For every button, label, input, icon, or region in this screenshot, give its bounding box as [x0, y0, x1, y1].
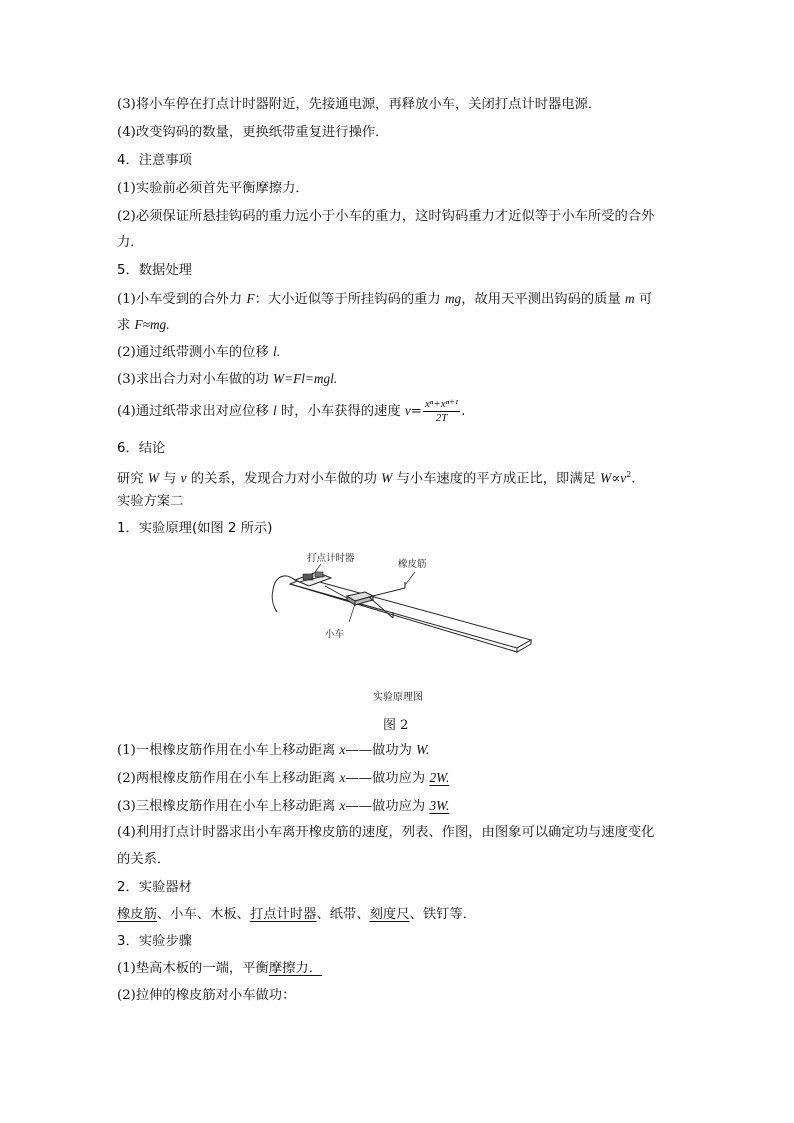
heading-conclusion: 6．结论 [117, 441, 166, 456]
rubber-band [369, 588, 405, 597]
conclusion-text: 研究 W 与 v 的关系，发现合力对小车做的功 W 与小车速度的平方成正比，即满足 $W\propto v^2$. [117, 470, 636, 487]
method-4-cont: 的关系． [117, 852, 171, 867]
note-1: (1)实验前必须首先平衡摩擦力． [117, 181, 309, 196]
leader-band [405, 572, 415, 585]
experiment-diagram [255, 542, 540, 703]
data-2: (2)通过纸带测小车的位移 l. [117, 344, 281, 360]
heading-principle: 1．实验原理(如图 2 所示) [117, 521, 273, 536]
heading-notes: 4．注意事项 [117, 153, 192, 168]
figure-title: 图 2 [383, 718, 409, 733]
leader-car [349, 604, 355, 622]
note-2: (2)必须保证所悬挂钩码的重力远小于小车的重力，这时钩码重力才近似等于小车所受的合外 [117, 209, 655, 224]
velocity-fraction: $\frac{\text{xⁿ+xⁿ⁺¹}}{2T}$ [424, 398, 459, 424]
heading-steps: 3．实验步骤 [117, 934, 192, 949]
label-rubber-band: 橡皮筋 [398, 559, 427, 570]
heading-data-processing: 5．数据处理 [117, 263, 192, 278]
data-1: (1)小车受到的合外力 F：大小近似等于所挂钩码的重力 mg，故用天平测出钩码的质量 m 可 [117, 291, 653, 307]
equipment-list: 橡皮筋、小车、木板、打点计时器、纸带、刻度尺、铁钉等． [117, 907, 477, 922]
data-3: (3)求出合力对小车做的功 W=Fl=mgl. [117, 371, 338, 387]
data-4: (4)通过纸带求出对应位移 l 时，小车获得的速度 v= $\frac{\text{xⁿ+xⁿ⁺¹}}{2T}$ . [117, 398, 466, 424]
label-car: 小车 [325, 629, 345, 640]
method-4: (4)利用打点计时器求出小车离开橡皮筋的速度，列表、作图，由图象可以确定功与速度变化 [117, 825, 655, 840]
paper-tape [272, 576, 295, 612]
step-1: (1)垫高木板的一端，平衡摩擦力． [117, 961, 322, 976]
leader-timer [315, 564, 321, 572]
heading-equipment: 2．实验器材 [117, 880, 192, 895]
figure-caption: 实验原理图 [373, 692, 423, 703]
data-1-cont: 求 F≈mg. [117, 317, 170, 333]
step-2: (2)拉伸的橡皮筋对小车做功： [117, 988, 296, 1003]
method-1: (1)一根橡皮筋作用在小车上移动距离 x——做功为 W. [117, 742, 430, 758]
heading-plan-2: 实验方案二 [117, 494, 184, 509]
method-2: (2)两根橡皮筋作用在小车上移动距离 x——做功应为 2W. [117, 770, 450, 786]
method-3: (3)三根橡皮筋作用在小车上移动距离 x——做功应为 3W. [117, 798, 450, 814]
step-3-text: (3)将小车停在打点计时器附近，先接通电源，再释放小车，关闭打点计时器电源． [117, 97, 602, 112]
label-timer: 打点计时器 [307, 553, 355, 564]
step-4-text: (4)改变钩码的数量，更换纸带重复进行操作． [117, 125, 389, 140]
note-2-cont: 力． [117, 235, 144, 250]
board-front-edge [290, 584, 517, 652]
